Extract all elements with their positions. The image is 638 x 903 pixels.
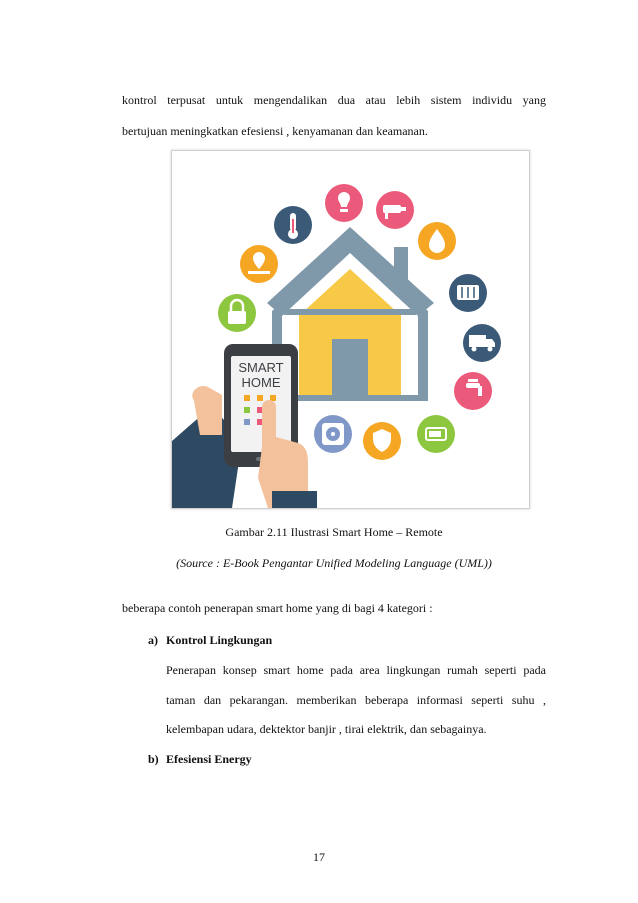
shield-icon — [363, 422, 401, 460]
phone-screen-subtitle: HOME — [241, 375, 281, 390]
list-marker: b) — [148, 752, 159, 766]
map-pin-icon — [240, 245, 278, 283]
list-marker: a) — [148, 633, 158, 647]
radiator-icon — [449, 274, 487, 312]
water-drop-icon — [418, 222, 456, 260]
paragraph-line: taman dan pekarangan. memberikan beberapa informasi seperti suhu , — [166, 693, 546, 707]
fan-icon — [314, 415, 352, 453]
thermometer-icon — [274, 206, 312, 244]
faucet-icon — [454, 372, 492, 410]
hand-holding-phone — [172, 344, 317, 508]
section-title: Kontrol Lingkungan — [166, 633, 273, 647]
battery-icon — [417, 415, 455, 453]
security-camera-icon — [376, 191, 414, 229]
light-bulb-icon — [325, 184, 363, 222]
figure-caption: Gambar 2.11 Ilustrasi Smart Home – Remote — [225, 525, 443, 539]
figure-source: (Source : E-Book Pengantar Unified Modeling Language (UML)) — [176, 556, 492, 570]
intro-paragraph: beberapa contoh penerapan smart home yang di bagi 4 kategori : — [122, 601, 433, 615]
page-number: 17 — [313, 850, 325, 864]
phone-screen-title: SMART — [238, 360, 284, 375]
paragraph-line: bertujuan meningkatkan efesiensi , kenyamanan dan keamanan. — [122, 124, 428, 138]
truck-icon — [463, 324, 501, 362]
paragraph-line: kontrol terpusat untuk mengendalikan dua atau lebih sistem individu yang — [122, 93, 546, 107]
section-title: Efesiensi Energy — [166, 752, 252, 766]
paragraph-line: Penerapan konsep smart home pada area lingkungan rumah seperti pada — [166, 663, 546, 677]
padlock-icon — [218, 294, 256, 332]
paragraph-line: kelembapan udara, dektektor banjir , tirai elektrik, dan sebagainya. — [166, 722, 487, 736]
smart-home-illustration — [171, 150, 530, 509]
